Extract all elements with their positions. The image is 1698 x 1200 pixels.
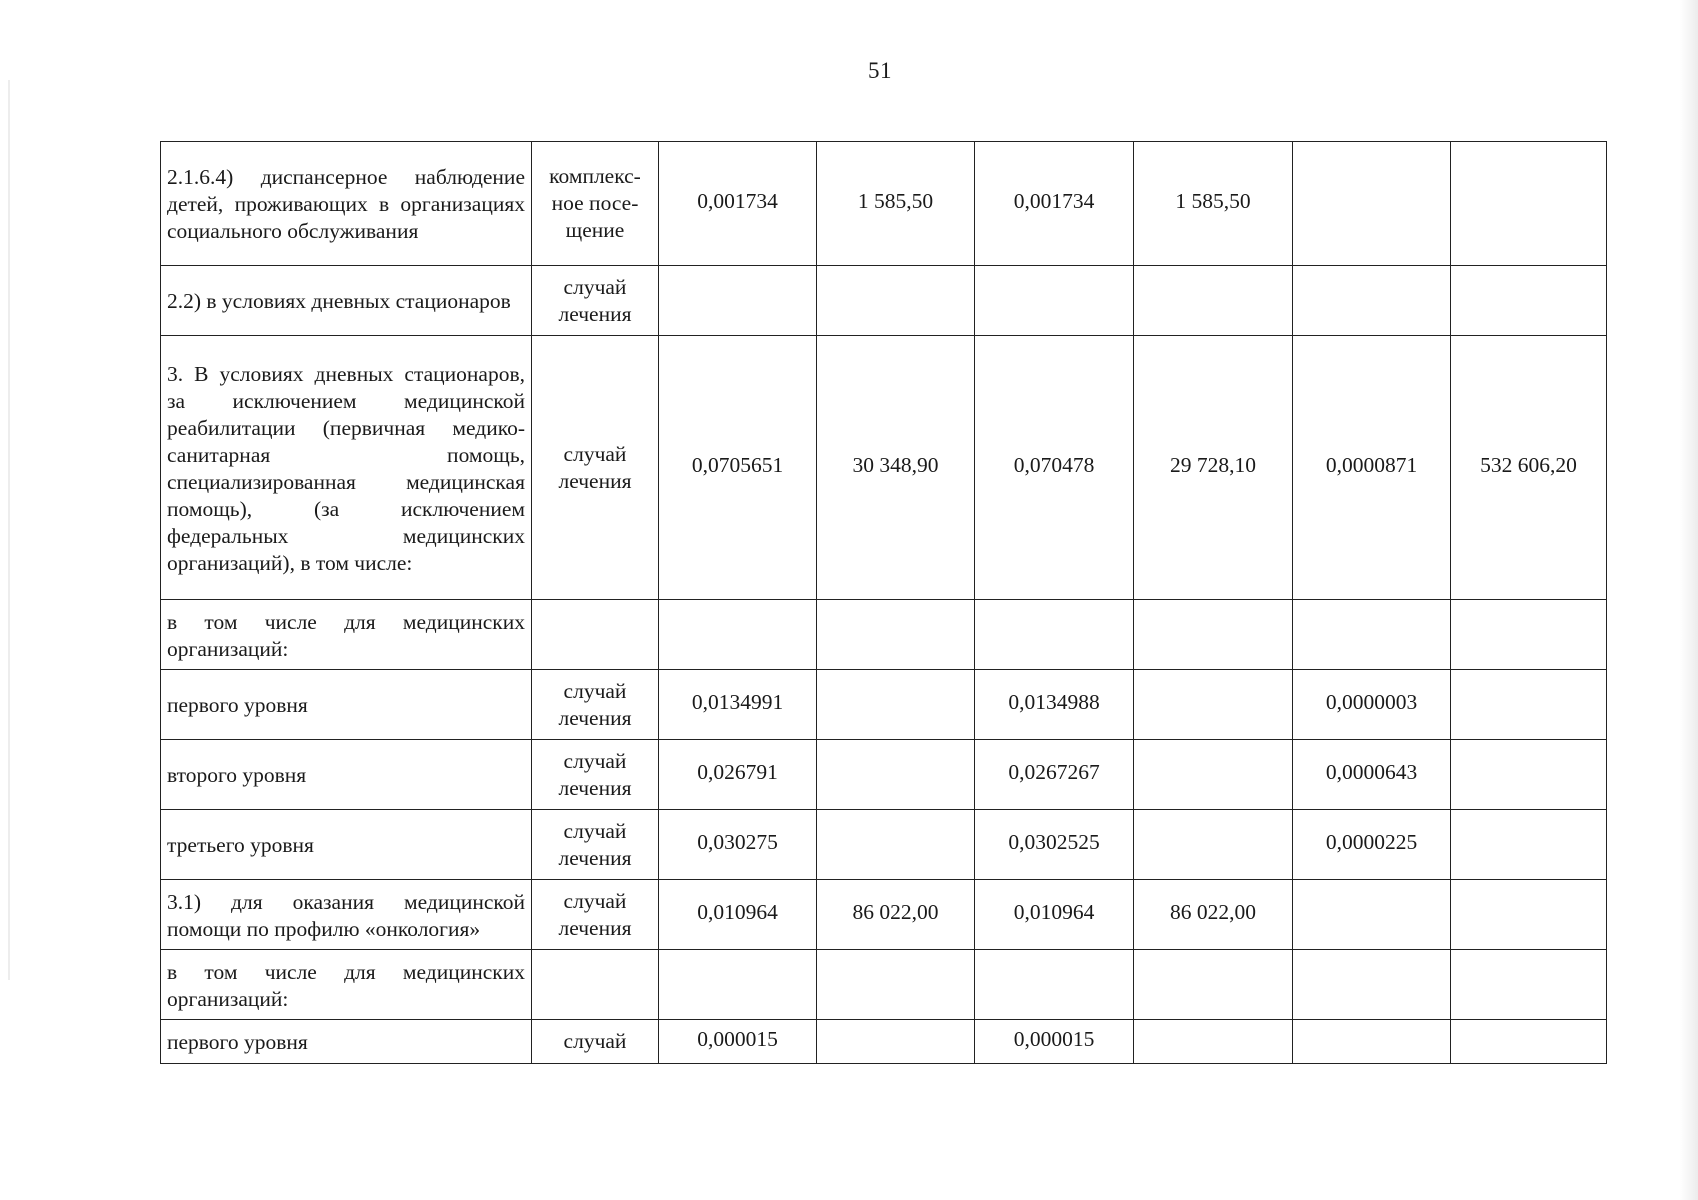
cell-value [1134, 740, 1293, 810]
cell-value [1134, 1020, 1293, 1064]
cell-value [817, 1020, 975, 1064]
table-body [161, 142, 1607, 1064]
table-row [161, 950, 1607, 1020]
cell-value [817, 670, 975, 740]
row-unit: случай лечения [532, 880, 659, 950]
cell-value [1293, 266, 1451, 336]
table-row [161, 600, 1607, 670]
cell-value: 0,010964 [975, 880, 1134, 950]
scan-edge-left [8, 80, 10, 980]
cell-value [1451, 266, 1607, 336]
cell-value: 0,0302525 [975, 810, 1134, 880]
table-container [160, 141, 1606, 1064]
cell-value [659, 600, 817, 670]
cell-value [1293, 600, 1451, 670]
cell-value: 0,0000003 [1293, 670, 1451, 740]
cell-value [817, 810, 975, 880]
cell-value [1451, 880, 1607, 950]
row-name: первого уровня [161, 670, 532, 740]
row-name: второго уровня [161, 740, 532, 810]
cell-value: 0,001734 [659, 142, 817, 266]
row-name: 3.1) для оказания медицинской помощи по профилю «онкология» [161, 880, 532, 950]
cell-value: 0,0000871 [1293, 336, 1451, 600]
cell-value [1451, 142, 1607, 266]
cell-value: 0,0134991 [659, 670, 817, 740]
cell-value: 0,0267267 [975, 740, 1134, 810]
row-unit: комплекс-ное посе-щение [532, 142, 659, 266]
row-unit [532, 600, 659, 670]
cell-value [975, 950, 1134, 1020]
table-row [161, 740, 1607, 810]
cell-value [1451, 950, 1607, 1020]
scan-edge-right [1680, 0, 1698, 1200]
page-number: 51 [868, 58, 892, 83]
cell-value: 532 606,20 [1451, 336, 1607, 600]
row-unit: случай лечения [532, 810, 659, 880]
cell-value: 0,000015 [975, 1020, 1134, 1064]
cell-value: 0,000015 [659, 1020, 817, 1064]
cell-value [1134, 266, 1293, 336]
table-row [161, 266, 1607, 336]
cell-value: 0,030275 [659, 810, 817, 880]
table-row [161, 880, 1607, 950]
row-name: 2.1.6.4) диспансерное наблюдение детей, проживающих в организациях социального обслуживания [161, 142, 532, 266]
cell-value: 29 728,10 [1134, 336, 1293, 600]
table-row [161, 670, 1607, 740]
cell-value [975, 266, 1134, 336]
row-name: в том числе для медицинских организаций: [161, 600, 532, 670]
table-row [161, 810, 1607, 880]
cell-value [975, 600, 1134, 670]
cell-value: 0,070478 [975, 336, 1134, 600]
row-name: 3. В условиях дневных стационаров, за исключением медицинской реабилитации (первичная медико-санитарная помощь, специализированная медицинская помощь), (за исключением федеральных медицинских организаций), в том числе: [161, 336, 532, 600]
cell-value: 86 022,00 [817, 880, 975, 950]
row-unit: случай [532, 1020, 659, 1064]
cell-value [1293, 142, 1451, 266]
cell-value [659, 266, 817, 336]
cell-value [1451, 670, 1607, 740]
table-row [161, 1020, 1607, 1064]
row-unit: случай лечения [532, 670, 659, 740]
cell-value [1293, 880, 1451, 950]
cell-value [1451, 810, 1607, 880]
row-unit [532, 950, 659, 1020]
cell-value [1134, 600, 1293, 670]
cell-value [1451, 740, 1607, 810]
row-name: в том числе для медицинских организаций: [161, 950, 532, 1020]
table-row [161, 336, 1607, 600]
cell-value: 0,0134988 [975, 670, 1134, 740]
cell-value: 1 585,50 [1134, 142, 1293, 266]
cell-value: 86 022,00 [1134, 880, 1293, 950]
row-name: 2.2) в условиях дневных стационаров [161, 266, 532, 336]
cell-value [817, 600, 975, 670]
cell-value [817, 266, 975, 336]
cell-value [1293, 1020, 1451, 1064]
cell-value [1134, 810, 1293, 880]
cell-value: 0,0705651 [659, 336, 817, 600]
cell-value [1451, 600, 1607, 670]
cell-value: 1 585,50 [817, 142, 975, 266]
cell-value: 0,001734 [975, 142, 1134, 266]
row-name: третьего уровня [161, 810, 532, 880]
cell-value [659, 950, 817, 1020]
cell-value: 0,026791 [659, 740, 817, 810]
cell-value [817, 950, 975, 1020]
cell-value: 0,0000225 [1293, 810, 1451, 880]
cell-value: 0,010964 [659, 880, 817, 950]
row-unit: случай лечения [532, 266, 659, 336]
table-row [161, 142, 1607, 266]
cell-value: 0,0000643 [1293, 740, 1451, 810]
cell-value: 30 348,90 [817, 336, 975, 600]
data-table [160, 141, 1607, 1064]
row-unit: случай лечения [532, 740, 659, 810]
row-unit: случай лечения [532, 336, 659, 600]
cell-value [1134, 950, 1293, 1020]
cell-value [1293, 950, 1451, 1020]
row-name: первого уровня [161, 1020, 532, 1064]
cell-value [1134, 670, 1293, 740]
cell-value [817, 740, 975, 810]
cell-value [1451, 1020, 1607, 1064]
